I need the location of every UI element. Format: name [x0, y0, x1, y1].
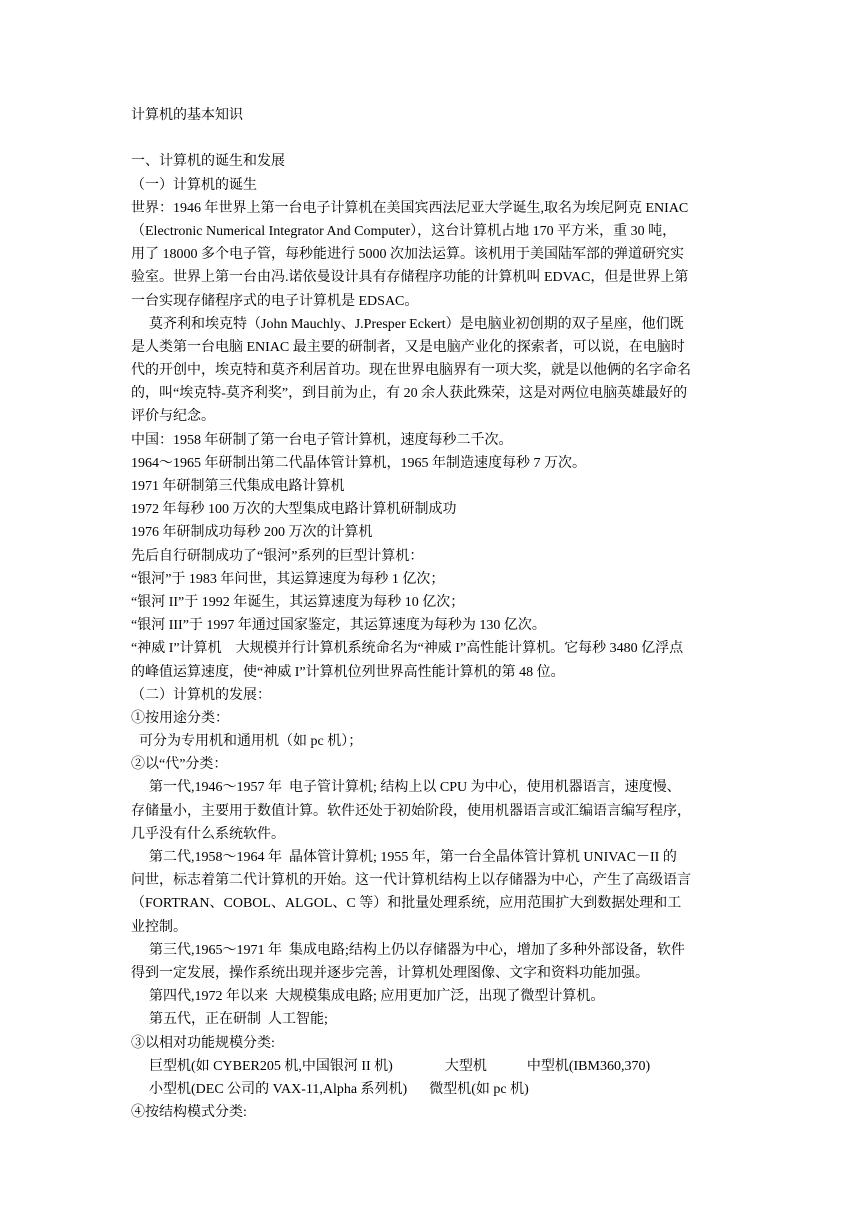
- paragraph-line: 存储量小，主要用于数值计算。软件还处于初始阶段，使用机器语言或汇编语言编写程序，: [131, 803, 691, 819]
- scale-row-1: [131, 1055, 731, 1078]
- paragraph-line: 1976 年研制成功每秒 200 万次的计算机: [131, 525, 373, 541]
- paragraph-line: 的，叫“埃克特-莫齐利奖”，到目前为止，有 20 余人获此殊荣，这是对两位电脑英雄最好的: [131, 386, 688, 402]
- list-heading: ②以“代”分类：: [131, 757, 228, 773]
- paragraph-line: 1964～1965 年研制出第二代晶体管计算机，1965 年制造速度每秒 7 万次。: [131, 455, 586, 471]
- document-page: [131, 104, 731, 1124]
- scale-microcomputer: 微型机(如 pc 机): [429, 1081, 529, 1097]
- paragraph-line: 第一代,1946～1957 年 电子管计算机; 结构上以 CPU 为中心，使用机器语言，速度慢、: [149, 780, 681, 796]
- paragraph-line: 一台实现存储程序式的电子计算机是 EDSAC。: [131, 293, 419, 309]
- paragraph-line: 莫齐利和埃克特（John Mauchly、J.Presper Eckert）是电脑业初创期的双子星座，他们既: [149, 316, 684, 332]
- paragraph-line: 评价与纪念。: [131, 409, 215, 425]
- paragraph-line: “银河 III”于 1997 年通过国家鉴定，其运算速度为每秒为 130 亿次。: [131, 618, 546, 634]
- paragraph-line: 第四代,1972 年以来 大规模集成电路; 应用更加广泛，出现了微型计算机。: [149, 989, 605, 1005]
- paragraph-line: 几乎没有什么系统软件。: [131, 826, 285, 842]
- paragraph-line: 验室。世界上第一台由冯.诺依曼设计具有存储程序功能的计算机叫 EDVAC，但是世界上第: [131, 270, 689, 286]
- section-heading: 一、计算机的诞生和发展: [131, 154, 285, 170]
- paragraph-line: 可分为专用机和通用机（如 pc 机）；: [139, 734, 363, 750]
- scale-midrange: 中型机(IBM360,370): [526, 1058, 651, 1074]
- subsection-heading: （一）计算机的诞生: [131, 177, 257, 193]
- paragraph-line: 1971 年研制第三代集成电路计算机: [131, 479, 345, 494]
- scale-mainframe: 大型机: [444, 1058, 487, 1074]
- scale-minicomputer: 小型机(DEC 公司的 VAX-11,Alpha 系列机): [149, 1081, 408, 1097]
- paragraph-line: 的峰值运算速度，使“神威 I”计算机位列世界高性能计算机的第 48 位。: [131, 664, 565, 680]
- scale-supercomputer: 巨型机(如 CYBER205 机,中国银河 II 机): [149, 1058, 393, 1074]
- paragraph-line: 中国：1958 年研制了第一台电子管计算机，速度每秒二千次。: [131, 432, 513, 448]
- scale-row-2: [131, 1078, 731, 1101]
- paragraph-line: （Electronic Numerical Integrator And Computer），这台计算机占地 170 平方米，重 30 吨，: [131, 223, 677, 239]
- paragraph-line: 得到一定发展，操作系统出现并逐步完善，计算机处理图像、文字和资料功能加强。: [131, 965, 649, 981]
- paragraph-line: （FORTRAN、COBOL、ALGOL、C 等）和批量处理系统，应用范围扩大到数据处理和工: [131, 896, 682, 912]
- paragraph-line: “银河”于 1983 年问世，其运算速度为每秒 1 亿次；: [131, 571, 445, 587]
- paragraph-line: “银河 II”于 1992 年诞生，其运算速度为每秒 10 亿次；: [131, 594, 465, 610]
- paragraph-line: 第二代,1958～1964 年 晶体管计算机; 1955 年，第一台全晶体管计算机 UNIVAC－II 的: [149, 850, 677, 865]
- list-heading: ①按用途分类：: [131, 710, 229, 726]
- paragraph-line: 用了 18000 多个电子管，每秒能进行 5000 次加法运算。该机用于美国陆军部的弹道研究实: [131, 247, 684, 263]
- paragraph-line: 第五代，正在研制 人工智能;: [149, 1012, 328, 1028]
- paragraph-line: 先后自行研制成功了“银河”系列的巨型计算机：: [131, 548, 424, 564]
- list-heading: ④按结构模式分类:: [131, 1105, 247, 1121]
- paragraph-line: 第三代,1965～1971 年 集成电路;结构上仍以存储器为中心，增加了多种外部设备，软件: [149, 942, 685, 958]
- subsection-heading: （二）计算机的发展：: [131, 687, 271, 703]
- paragraph-line: 1972 年每秒 100 万次的大型集成电路计算机研制成功: [131, 502, 457, 518]
- paragraph-line: 业控制。: [131, 919, 187, 935]
- paragraph-line: 世界：1946 年世界上第一台电子计算机在美国宾西法尼亚大学诞生,取名为埃尼阿克 ENIAC: [131, 200, 689, 216]
- paragraph-line: 代的开创中，埃克特和莫齐利居首功。现在世界电脑界有一项大奖，就是以他俩的名字命名: [131, 363, 691, 379]
- document-title: 计算机的基本知识: [131, 108, 243, 123]
- blank-line: [131, 127, 731, 150]
- list-heading: ③以相对功能规模分类:: [131, 1035, 275, 1051]
- paragraph-line: “神威 I”计算机 大规模并行计算机系统命名为“神威 I”高性能计算机。它每秒 3480 亿浮点: [131, 641, 684, 657]
- paragraph-line: 问世，标志着第二代计算机的开始。这一代计算机结构上以存储器为中心，产生了高级语言: [131, 873, 691, 889]
- paragraph-line: 是人类第一台电脑 ENIAC 最主要的研制者，又是电脑产业化的探索者，可以说，在电脑时: [131, 339, 685, 355]
